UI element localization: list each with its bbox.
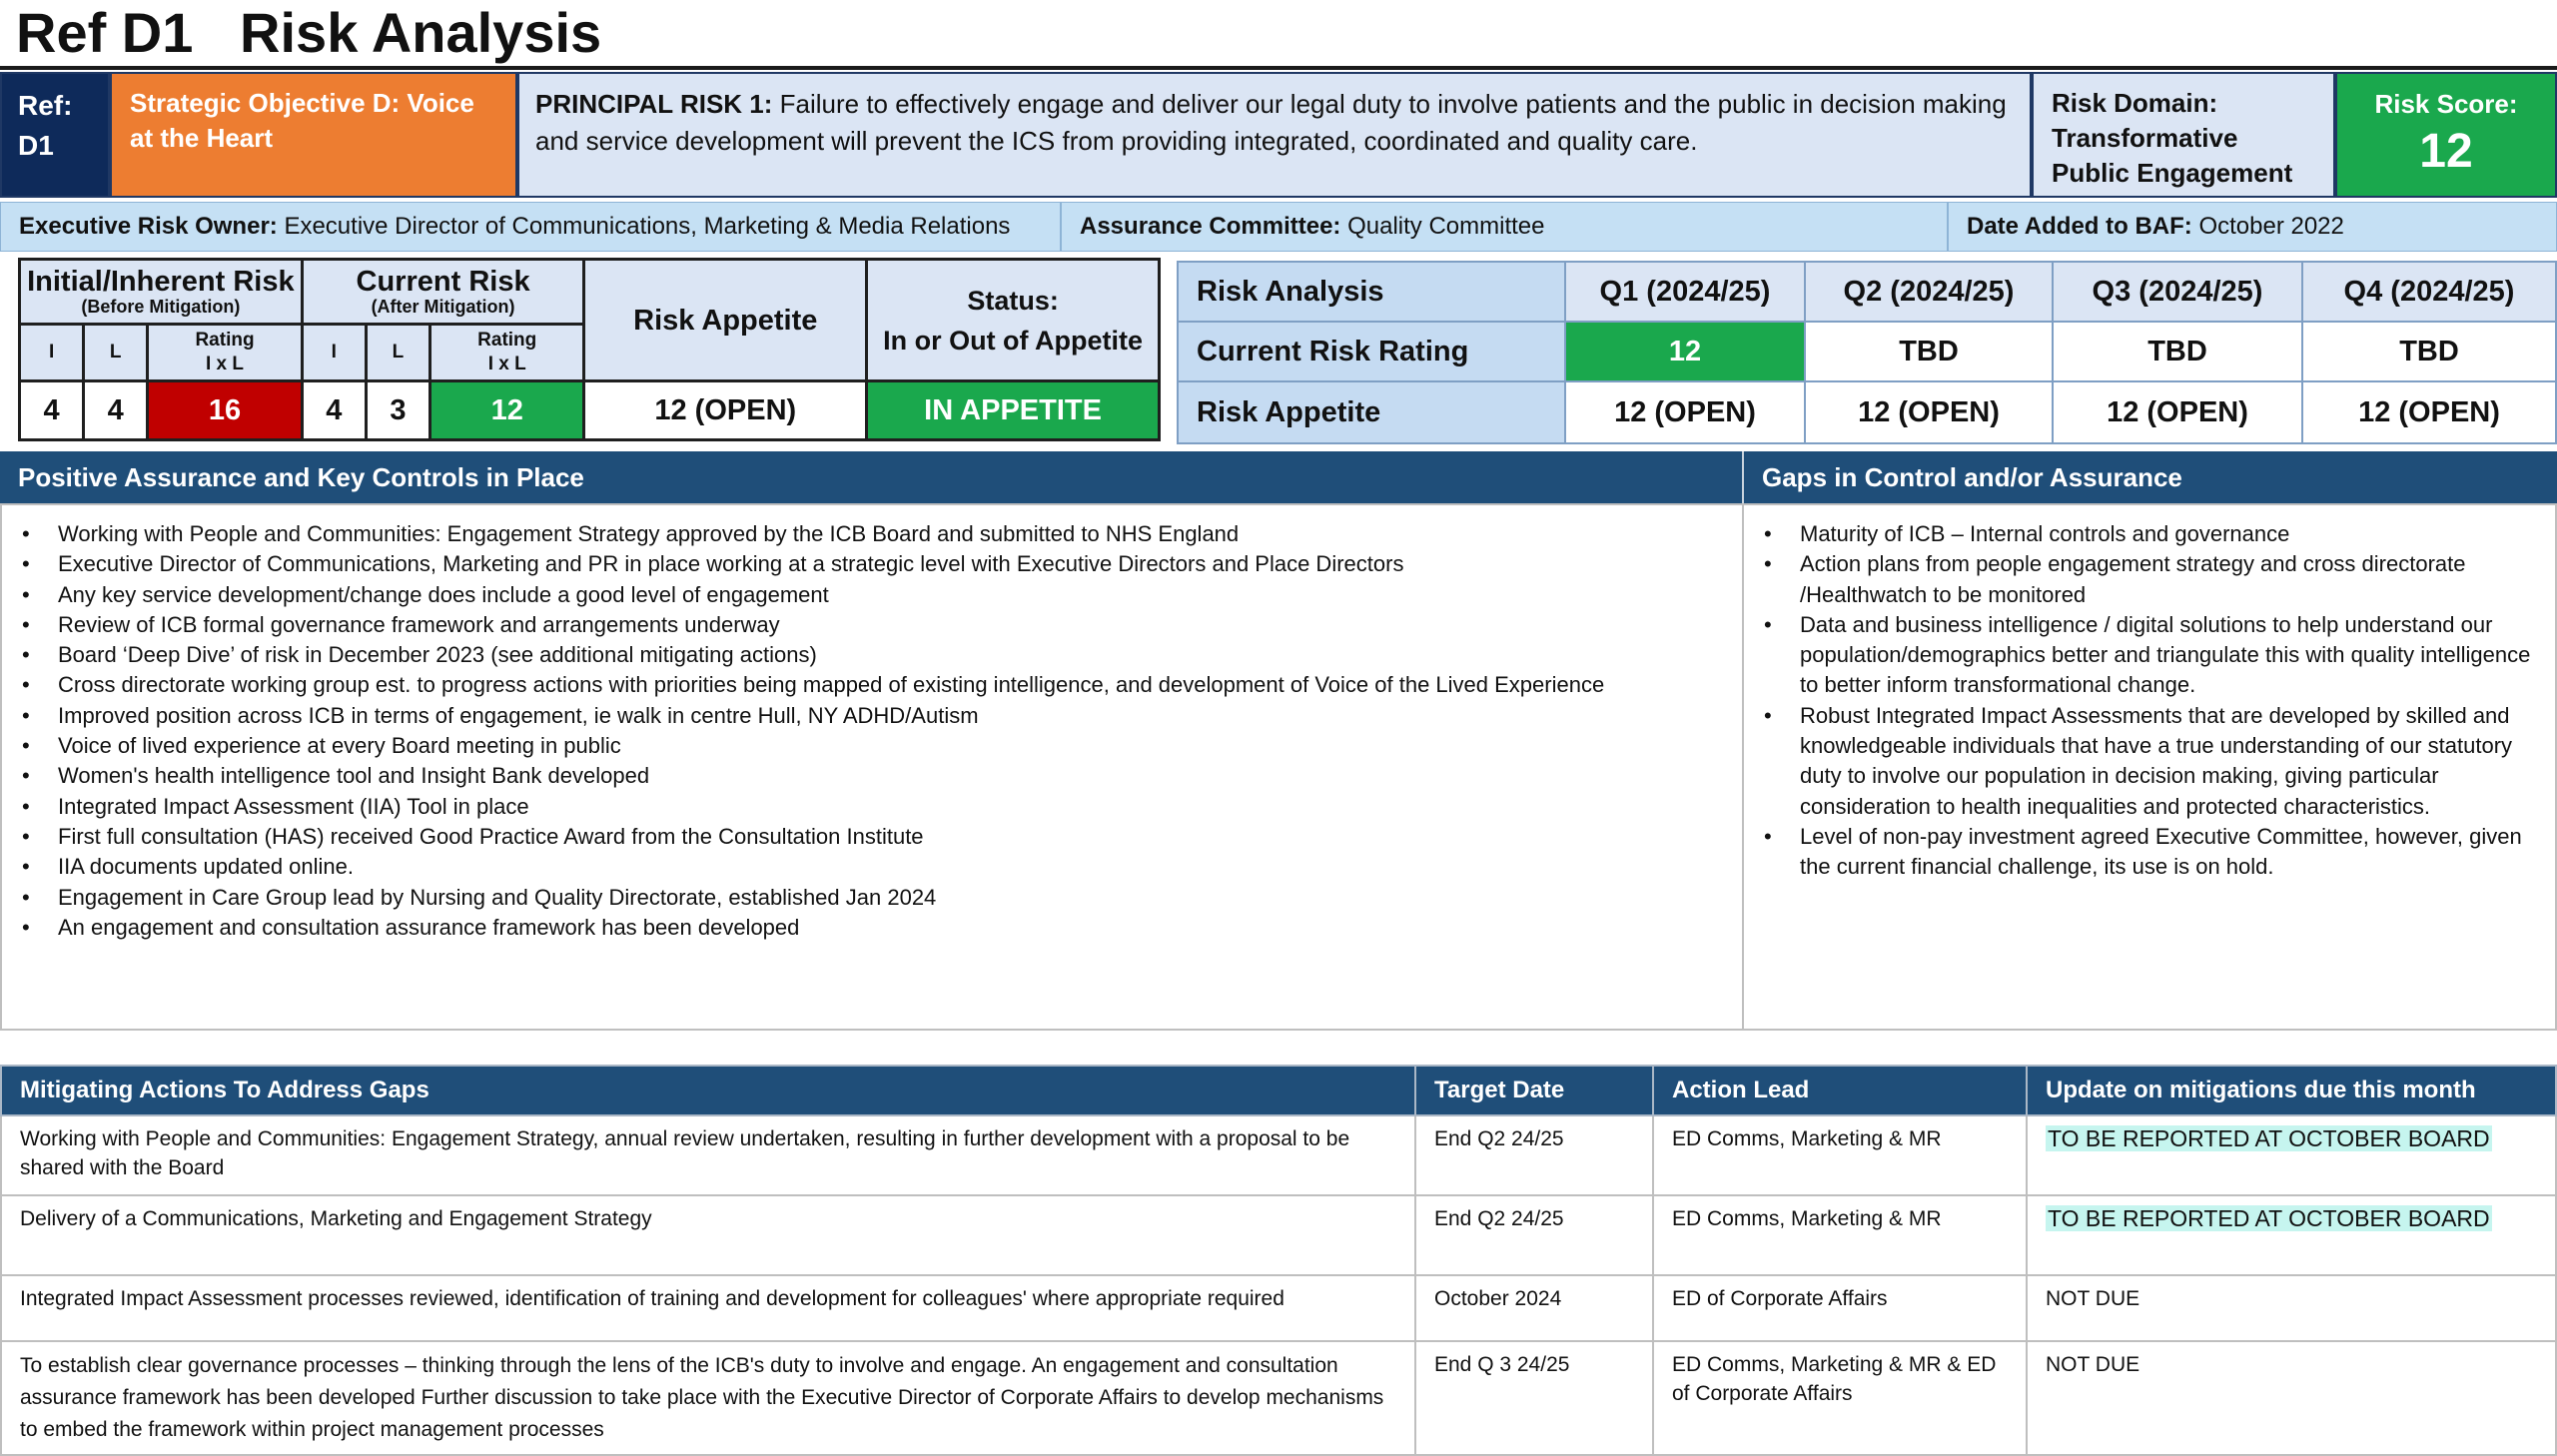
risk-score [2335, 72, 2557, 198]
status-header-line1: Status: [967, 285, 1059, 316]
status-header [867, 260, 1160, 381]
current-rating-formula: I x L [487, 354, 526, 375]
risk-domain-value: Transformative Public Engagement [2052, 123, 2293, 188]
current-impact: 4 [302, 381, 366, 440]
list-item: • First full consultation (HAS) received Good Practice Award from the Consultation Institute [20, 822, 1742, 852]
target-cell: October 2024 [1415, 1275, 1653, 1341]
list-item: • Board ‘Deep Dive’ of risk in December 2023 (see additional mitigating actions) [20, 640, 1742, 670]
q3-rating: TBD [2053, 322, 2302, 381]
lead-cell: ED Comms, Marketing & MR [1653, 1195, 2027, 1275]
q2-rating: TBD [1805, 322, 2053, 381]
list-item: • Improved position across ICB in terms of engagement, ie walk in centre Hull, NY ADHD/Autism [20, 701, 1742, 731]
initial-risk-header [20, 260, 303, 325]
committee-value: Quality Committee [1347, 213, 1545, 240]
assurance-panel [0, 503, 1744, 1031]
update-highlight: TO BE REPORTED AT OCTOBER BOARD [2048, 1125, 2490, 1151]
current-likelihood: 3 [366, 381, 429, 440]
col-update: Update on mitigations due this month [2027, 1066, 2556, 1115]
initial-rating-header [148, 325, 302, 381]
update-highlight: TO BE REPORTED AT OCTOBER BOARD [2048, 1205, 2490, 1231]
current-rating-label: Rating [477, 330, 537, 352]
update-cell [2027, 1115, 2556, 1195]
current-risk-title: Current Risk [356, 266, 530, 299]
assurance-list [20, 519, 1742, 943]
table-row [1, 1195, 2556, 1275]
initial-rating-formula: I x L [206, 354, 245, 375]
principal-risk-text: Failure to effectively engage and deliver our legal duty to involve patients and the public in decision making and service development will prevent the ICS from providing integrated, coordinated and quality care. [535, 89, 2007, 156]
list-item: • Working with People and Communities: Engagement Strategy approved by the ICB Board and submitted to NHS England [20, 519, 1742, 549]
risk-analysis-header: Risk Analysis [1178, 262, 1565, 322]
gaps-list [1762, 519, 2531, 883]
date-label: Date Added to BAF: [1967, 213, 2192, 240]
list-item: • Maturity of ICB – Internal controls and governance [1762, 519, 2531, 549]
committee-label: Assurance Committee: [1080, 213, 1341, 240]
current-rating-header [430, 325, 584, 381]
initial-i-header: I [20, 325, 84, 381]
status-header-line2: In or Out of Appetite [883, 325, 1144, 356]
list-item: • Executive Director of Communications, Marketing and PR in place working at a strategic level with Executive Directors and Place Directors [20, 549, 1742, 579]
lead-cell: ED Comms, Marketing & MR & ED of Corporate Affairs [1653, 1341, 2027, 1455]
risk-score-label: Risk Score: [2374, 89, 2518, 119]
lead-cell: ED Comms, Marketing & MR [1653, 1115, 2027, 1195]
table-row [1, 1275, 2556, 1341]
assurance-section-header: Positive Assurance and Key Controls in Place [0, 451, 1742, 503]
risk-appetite-header: Risk Appetite [584, 260, 867, 381]
mitigating-actions-table [0, 1065, 2557, 1456]
action-cell: Delivery of a Communications, Marketing and Engagement Strategy [1, 1195, 1415, 1275]
executive-risk-owner [0, 202, 1061, 252]
risk-domain-label: Risk Domain: [2052, 88, 2218, 118]
current-i-header: I [302, 325, 366, 381]
list-item: • An engagement and consultation assurance framework has been developed [20, 913, 1742, 943]
current-l-header: L [366, 325, 429, 381]
page-title: Ref D1 Risk Analysis [16, 1, 602, 64]
q2-appetite: 12 (OPEN) [1805, 381, 2053, 443]
gaps-section-header: Gaps in Control and/or Assurance [1742, 451, 2557, 503]
initial-risk-subtitle: (Before Mitigation) [81, 297, 241, 318]
col-target-date: Target Date [1415, 1066, 1653, 1115]
initial-rating: 16 [148, 381, 302, 440]
q4-header: Q4 (2024/25) [2302, 262, 2556, 322]
lead-cell: ED of Corporate Affairs [1653, 1275, 2027, 1341]
table-row [1, 1115, 2556, 1195]
ref-cell: Ref: D1 [0, 72, 110, 198]
q2-header: Q2 (2024/25) [1805, 262, 2053, 322]
initial-l-header: L [84, 325, 148, 381]
current-rating: 12 [430, 381, 584, 440]
risk-domain [2032, 72, 2335, 198]
initial-risk-title: Initial/Inherent Risk [27, 266, 295, 299]
title-divider [0, 66, 2557, 70]
gaps-panel [1742, 503, 2557, 1031]
principal-risk [517, 72, 2032, 198]
risk-rating-table [18, 258, 1161, 441]
list-item: • Women's health intelligence tool and Insight Bank developed [20, 761, 1742, 791]
list-item: • Cross directorate working group est. to progress actions with priorities being mapped of existing intelligence, and development of Voice of the Lived Experience [20, 670, 1742, 700]
q3-appetite: 12 (OPEN) [2053, 381, 2302, 443]
list-item: • Engagement in Care Group lead by Nursing and Quality Directorate, established Jan 2024 [20, 883, 1742, 913]
date-added [1948, 202, 2557, 252]
q4-rating: TBD [2302, 322, 2556, 381]
risk-appetite-value: 12 (OPEN) [584, 381, 867, 440]
q4-appetite: 12 (OPEN) [2302, 381, 2556, 443]
target-cell: End Q2 24/25 [1415, 1195, 1653, 1275]
list-item: • Robust Integrated Impact Assessments that are developed by skilled and knowledgeable individuals that have a true understanding of our statutory duty to involve our population in decision making, giving particular consideration to health inequalities and protected characteristics. [1762, 701, 2531, 822]
update-cell: NOT DUE [2027, 1275, 2556, 1341]
current-risk-subtitle: (After Mitigation) [371, 297, 515, 318]
strategic-objective: Strategic Objective D: Voice at the Heart [110, 72, 517, 198]
list-item: • Voice of lived experience at every Board meeting in public [20, 731, 1742, 761]
q1-header: Q1 (2024/25) [1565, 262, 1805, 322]
owner-label: Executive Risk Owner: [19, 213, 278, 240]
initial-impact: 4 [20, 381, 84, 440]
update-cell: NOT DUE [2027, 1341, 2556, 1455]
status-value: IN APPETITE [867, 381, 1160, 440]
list-item: • Action plans from people engagement strategy and cross directorate /Healthwatch to be monitored [1762, 549, 2531, 610]
risk-appetite-label: Risk Appetite [1178, 381, 1565, 443]
current-risk-rating-label: Current Risk Rating [1178, 322, 1565, 381]
col-mitigating-actions: Mitigating Actions To Address Gaps [1, 1066, 1415, 1115]
assurance-committee [1061, 202, 1948, 252]
initial-rating-label: Rating [195, 330, 255, 352]
target-cell: End Q 3 24/25 [1415, 1341, 1653, 1455]
owner-value: Executive Director of Communications, Marketing & Media Relations [284, 213, 1011, 240]
update-cell [2027, 1195, 2556, 1275]
action-cell: Working with People and Communities: Engagement Strategy, annual review undertaken, resulting in further development with a proposal to be shared with the Board [1, 1115, 1415, 1195]
initial-likelihood: 4 [84, 381, 148, 440]
action-cell: Integrated Impact Assessment processes reviewed, identification of training and development for colleagues' where appropriate required [1, 1275, 1415, 1341]
list-item: • Any key service development/change does include a good level of engagement [20, 580, 1742, 610]
action-cell: To establish clear governance processes – thinking through the lens of the ICB's duty to involve and engage. An engagement and consultation assurance framework has been developed Further discussion to take place with the Executive Director of Corporate Affairs to develop mechanisms to embed the framework within project management processes [1, 1341, 1415, 1455]
list-item: • Review of ICB formal governance framework and arrangements underway [20, 610, 1742, 640]
list-item: • Integrated Impact Assessment (IIA) Tool in place [20, 792, 1742, 822]
list-item: • Data and business intelligence / digital solutions to help understand our population/demographics better and triangulate this with quality intelligence to better inform transformational change. [1762, 610, 2531, 701]
q1-appetite: 12 (OPEN) [1565, 381, 1805, 443]
quarterly-risk-analysis [1177, 261, 2557, 444]
target-cell: End Q2 24/25 [1415, 1115, 1653, 1195]
date-value: October 2022 [2198, 213, 2344, 240]
risk-score-value: 12 [2419, 125, 2473, 178]
principal-risk-label: PRINCIPAL RISK 1: [535, 89, 773, 119]
current-risk-header [302, 260, 584, 325]
q1-rating: 12 [1565, 322, 1805, 381]
list-item: • IIA documents updated online. [20, 852, 1742, 882]
col-action-lead: Action Lead [1653, 1066, 2027, 1115]
list-item: • Level of non-pay investment agreed Executive Committee, however, given the current financial challenge, its use is on hold. [1762, 822, 2531, 883]
q3-header: Q3 (2024/25) [2053, 262, 2302, 322]
